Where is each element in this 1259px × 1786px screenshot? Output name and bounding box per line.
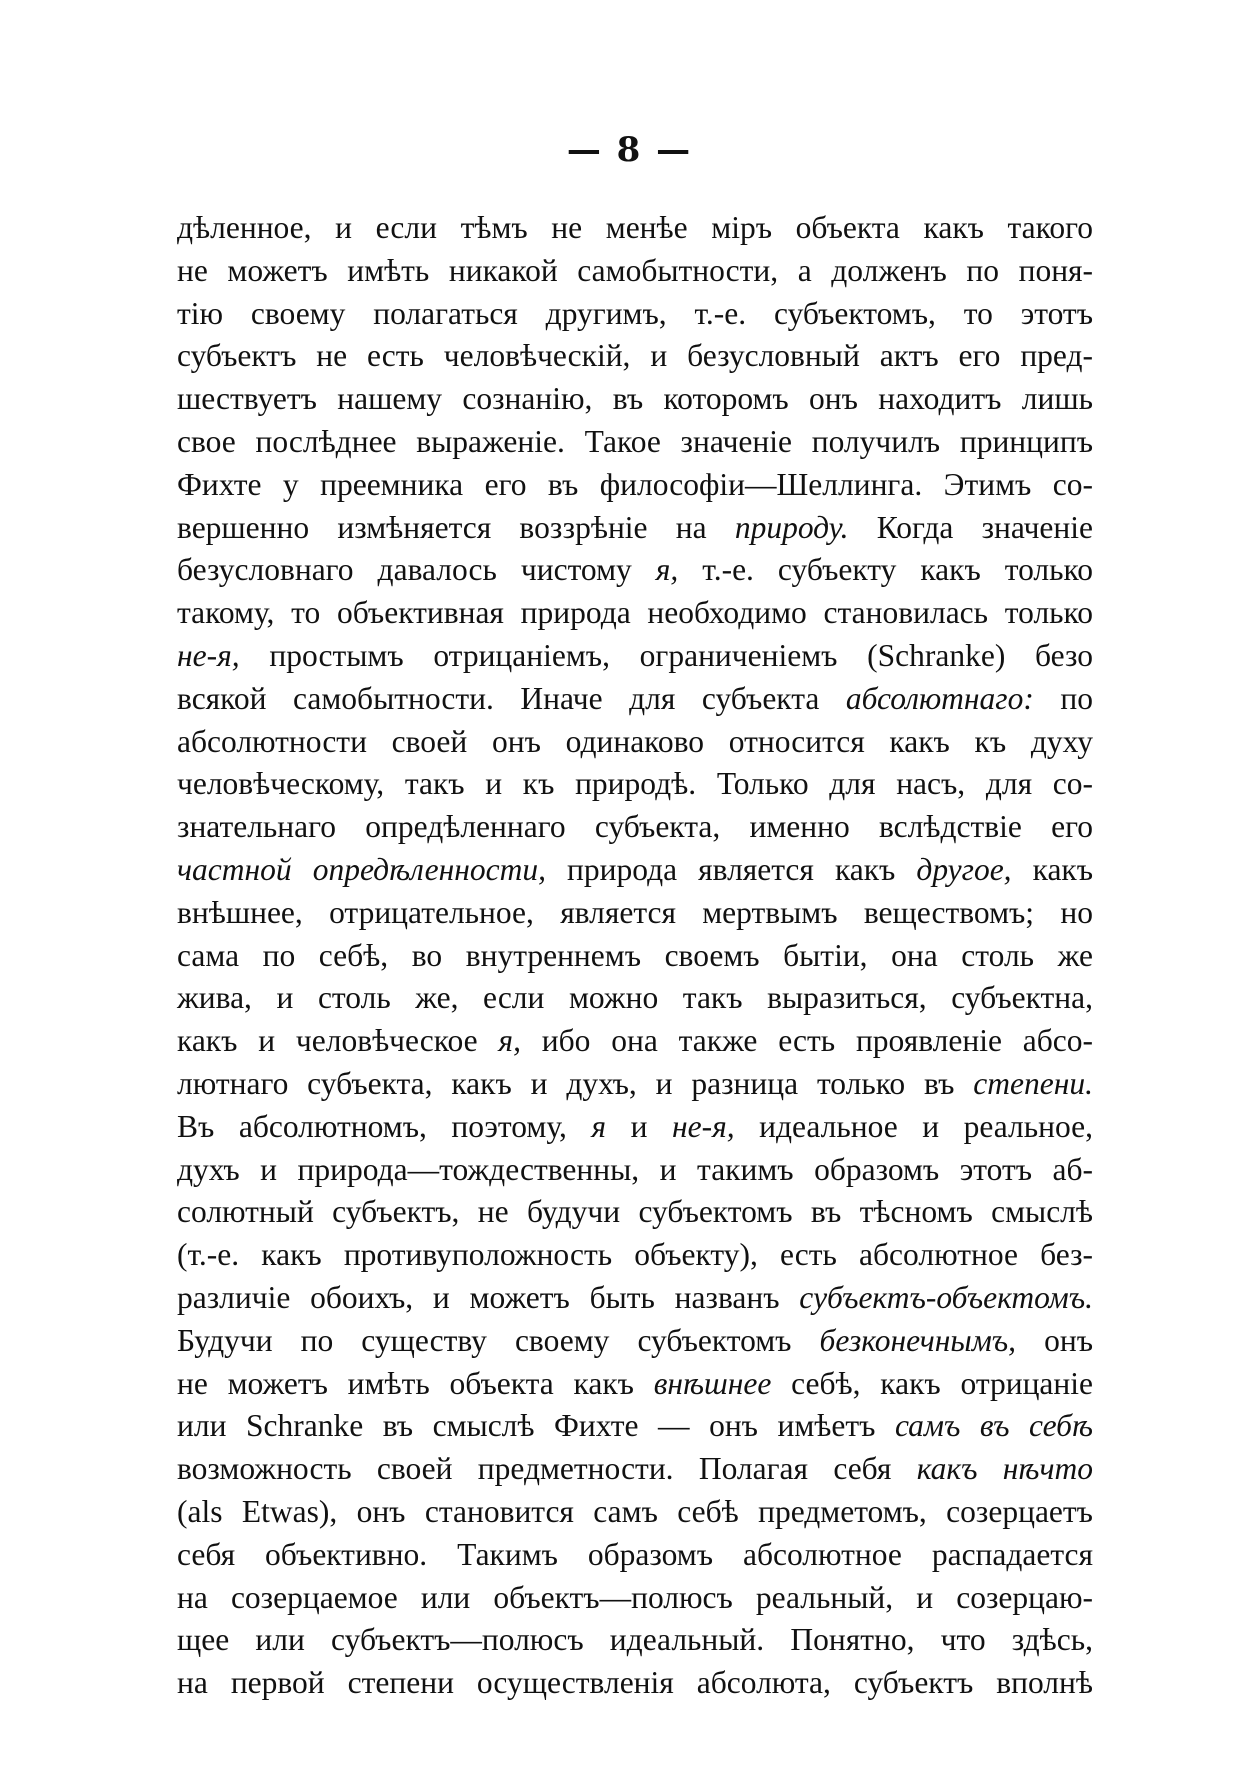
text-line [177,1534,1093,1577]
text-segment: Будучи по существу своему субъектомъ [177,1322,820,1358]
text-line [177,635,1093,678]
italic-text: субъектъ-объектомъ. [799,1279,1094,1315]
text-segment: тію своему полагаться другимъ, т.-е. субъектомъ, то этотъ [177,295,1093,331]
text-segment: природа является какъ [545,851,917,887]
text-line [177,763,1093,806]
text-segment: на первой степени осуществленія абсолюта, субъектъ вполнѣ [177,1665,1093,1701]
text-line [177,1191,1093,1234]
text-line [177,1619,1093,1662]
text-line [177,335,1093,378]
text-segment: щее или субъектъ—полюсъ идеальный. Понятно, что здѣсь, [177,1622,1093,1658]
text-line [177,1405,1093,1448]
text-line [177,806,1093,849]
text-segment: всякой самобытности. Иначе для субъекта [177,680,846,716]
text-segment: ибо она также есть проявленіе абсо- [520,1023,1093,1059]
text-segment: Фихте у преемника его въ философіи—Шеллинга. Этимъ со- [177,466,1093,502]
text-segment: (als Etwas), онъ становится самъ себѣ предметомъ, созерцаетъ [177,1493,1093,1529]
text-segment: Въ абсолютномъ, поэтому, [177,1108,592,1144]
text-segment: на созерцаемое или объектъ—полюсъ реальный, и созерцаю- [177,1579,1093,1615]
text-segment: дѣленное, и если тѣмъ не менѣе міръ объекта какъ такого [177,210,1094,245]
italic-text: не-я, [672,1108,735,1144]
italic-text: степени. [973,1065,1093,1101]
text-line [177,1149,1093,1192]
text-line [177,592,1093,635]
italic-text: не-я, [177,637,240,673]
text-line [177,1277,1093,1320]
italic-text: безконечнымъ, [819,1322,1017,1358]
italic-text: другое, [916,851,1012,887]
text-line [177,250,1093,293]
italic-text: я, [498,1023,521,1059]
text-segment: простымъ отрицаніемъ, ограниченіемъ (Schranke) безо [239,637,1094,673]
text-line [177,849,1093,892]
text-segment: себя объективно. Такимъ образомъ абсолютное распадается [177,1536,1094,1572]
text-line [177,293,1093,336]
text-line [177,549,1093,592]
text-segment: себѣ, какъ отрицаніе [771,1365,1094,1401]
italic-text: внѣшнее [653,1365,772,1401]
text-segment: (т.-е. какъ противуположность объекту), есть абсолютное без- [177,1237,1094,1273]
text-segment: свое послѣднее выраженіе. Такое значеніе получилъ принципъ [177,423,1094,459]
text-line [177,1448,1093,1491]
text-line [177,1106,1093,1149]
text-line [177,1662,1093,1705]
text-line [177,678,1093,721]
text-segment: возможность своей предметности. Полагая себя [177,1451,917,1487]
text-line [177,378,1093,421]
italic-text: абсолютнаго: [845,680,1034,716]
text-segment: по [1033,680,1093,716]
text-line [177,421,1093,464]
italic-text: какъ нѣчто [916,1451,1093,1487]
text-segment: какъ и человѣческое [177,1023,499,1059]
text-segment: сама по себѣ, во внутреннемъ своемъ бытіи, она столь же [177,937,1093,973]
text-line [177,1320,1093,1363]
text-segment: различіе обоихъ, и можетъ быть названъ [177,1279,800,1315]
text-line [177,1577,1093,1620]
text-segment: не можетъ имѣть объекта какъ [177,1365,654,1401]
text-segment: духъ и природа—тождественны, и такимъ образомъ этотъ аб- [177,1151,1094,1187]
text-line [177,1234,1093,1277]
text-segment: не можетъ имѣть никакой самобытности, а долженъ по поня- [177,252,1094,288]
text-segment: жива, и столь же, если можно такъ выразиться, субъектна, [177,980,1093,1016]
text-line [177,892,1093,935]
text-line [177,1063,1093,1106]
text-line [177,935,1093,978]
text-line [177,464,1093,507]
text-line [177,1020,1093,1063]
text-line [177,1363,1093,1406]
page-number: — 8 — [566,130,693,170]
text-segment: внѣшнее, отрицательное, является мертвымъ веществомъ; но [177,894,1093,930]
text-segment: субъектъ не есть человѣческій, и безусловный актъ его пред- [177,338,1094,374]
text-segment: какъ [1011,851,1094,887]
text-segment: и [606,1108,672,1144]
body-text [177,207,1093,1705]
text-segment: знательнаго опредѣленнаго субъекта, именно вслѣдствіе его [177,809,1093,845]
text-segment: Когда значеніе [848,509,1093,545]
text-segment: абсолютности своей онъ одинаково относится какъ къ духу [177,723,1093,759]
text-segment: онъ [1016,1322,1093,1358]
text-segment: человѣческому, такъ и къ природѣ. Только для насъ, для со- [177,766,1094,802]
text-line [177,721,1093,764]
text-line [177,1491,1093,1534]
text-segment: или Schranke въ смыслѣ Фихте — онъ имѣетъ [177,1408,895,1444]
italic-text: я [591,1108,607,1144]
text-segment: такому, то объективная природа необходимо становилась только [177,595,1093,631]
text-segment: шествуетъ нашему сознанію, въ которомъ онъ находитъ лишь [177,381,1093,417]
text-segment: вершенно измѣняется воззрѣніе на [177,509,735,545]
text-segment: т.-е. субъекту какъ только [678,552,1093,588]
text-segment: солютный субъектъ, не будучи субъектомъ въ тѣсномъ смыслѣ [177,1194,1093,1230]
text-line [177,207,1093,250]
text-line [177,977,1093,1020]
text-segment: безусловнаго давалось чистому [177,552,656,588]
italic-text: частной опредѣленности, [177,851,546,887]
italic-text: природу. [734,509,849,545]
italic-text: самъ въ себѣ [894,1408,1093,1444]
text-line [177,507,1093,550]
text-segment: идеальное и реальное, [734,1108,1093,1144]
italic-text: я, [655,552,679,588]
text-segment: лютнаго субъекта, какъ и духъ, и разница только въ [177,1065,974,1101]
